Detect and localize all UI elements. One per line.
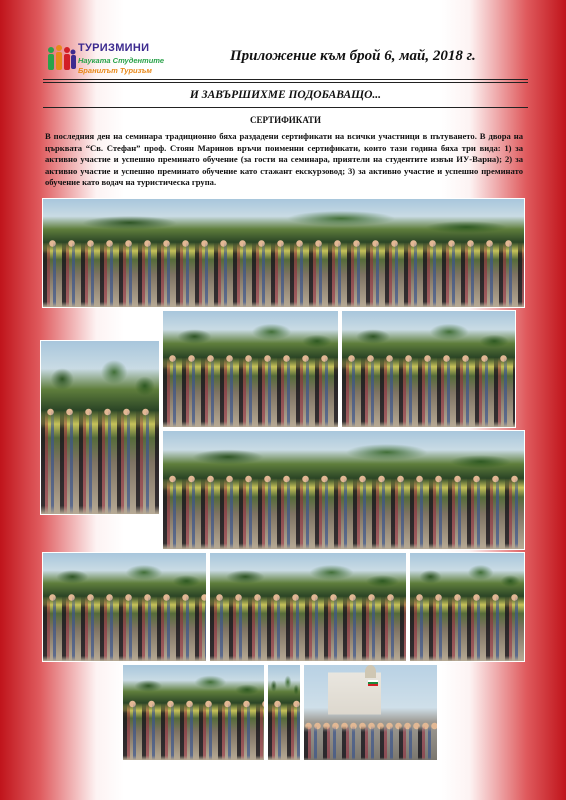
photo-certificate-handover-7 (122, 664, 265, 761)
people-figures-icon (46, 44, 76, 76)
photo-certificate-handover-3 (40, 340, 160, 515)
photo-group-courtyard (162, 430, 525, 550)
photo-certificate-handover-5 (209, 552, 407, 662)
section-title: СЕРТИФИКАТИ (249, 115, 322, 125)
headline-divider (43, 107, 528, 108)
article-headline: И ЗАВЪРШИХМЕ ПОДОБАВАЩО... (189, 89, 382, 101)
logo-subtitle-1: Науката Студентите (78, 56, 165, 65)
photo-group-certificates (42, 198, 525, 308)
newspaper-logo (46, 40, 186, 80)
article-body: В последния ден на семинара традиционно бяха раздадени сертификати на всички участници в пътуването. В двора на църквата “Св. Стефан” проф. Стоян Маринов връчи поименни сертификати, които тази година бяха три вида: 1) за активно участие и успешно преминато обучение (за гости на семинара, приятели на студентите извън ИУ-Варна); 2) за активно участие и успешно преминато обучение като стажант екскурзовод; 3) за активно участие и успешно преминато обучение като водач на туристическа група. (45, 131, 523, 188)
photo-certificate-handover-4 (42, 552, 207, 662)
church-dome (365, 665, 376, 678)
logo-subtitle-2: Бранилът Туризъм (78, 66, 152, 75)
issue-info: Приложение към брой 6, май, 2018 г. (230, 48, 476, 64)
photo-strip (267, 664, 301, 761)
logo-title: ТУРИЗМИНИ (78, 42, 150, 54)
photo-church-group (303, 664, 438, 761)
photo-certificate-handover-1 (162, 310, 339, 428)
header-divider-top (43, 79, 528, 80)
header-divider-bottom (43, 82, 528, 83)
bulgarian-flag-icon (368, 680, 379, 686)
photo-certificate-handover-6 (409, 552, 525, 662)
photo-certificate-handover-2 (341, 310, 516, 428)
